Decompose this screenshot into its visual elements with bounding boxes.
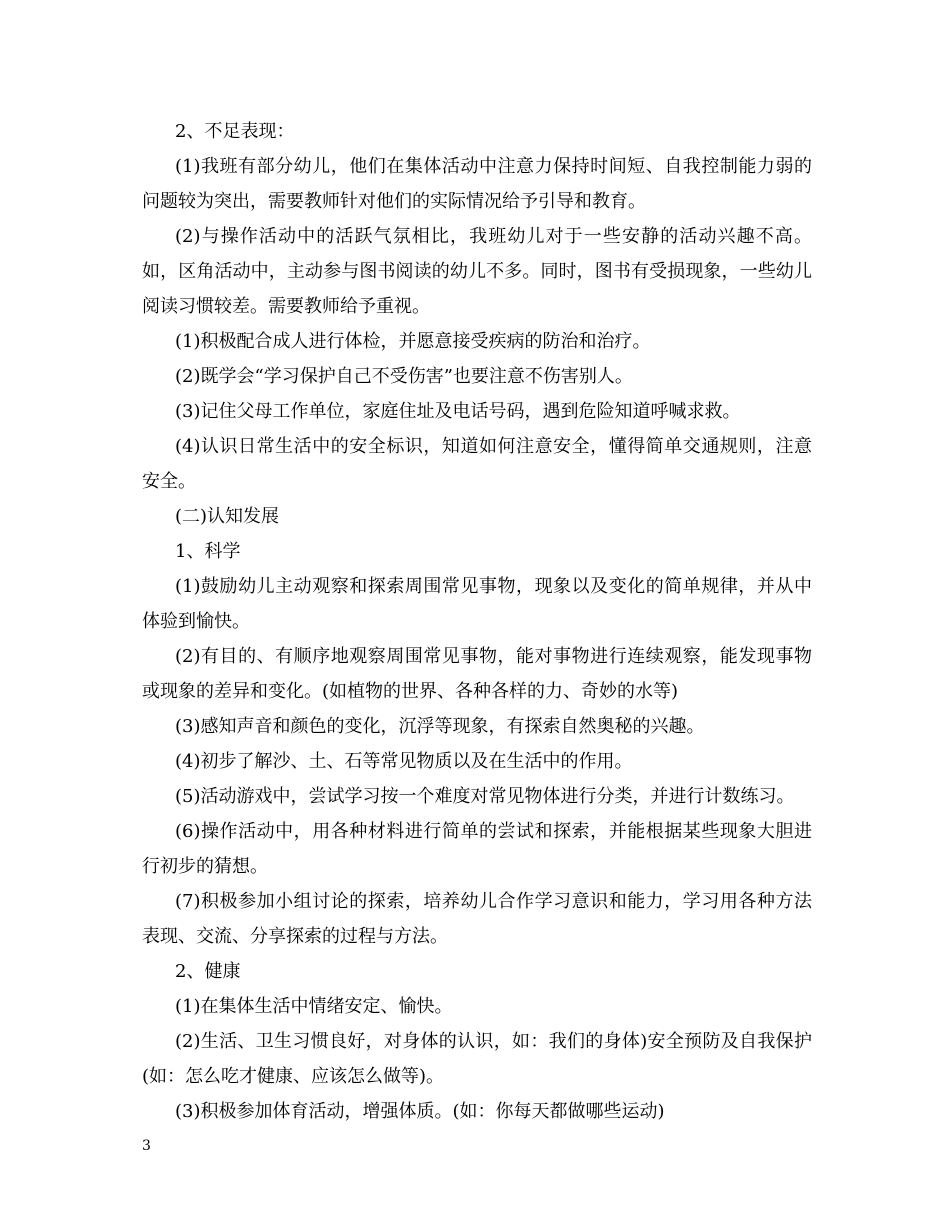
paragraph-item: (5)活动游戏中，尝试学习按一个难度对常见物体进行分类，并进行计数练习。 bbox=[175, 786, 795, 807]
paragraph-item: (1)积极配合成人进行体检，并愿意接受疾病的防治和治疗。 bbox=[175, 331, 651, 352]
paragraph-item: (2)既学会“学习保护自己不受伤害”也要注意不伤害别人。 bbox=[175, 366, 633, 387]
paragraph-item: (1)我班有部分幼儿，他们在集体活动中注意力保持时间短、自我控制能力弱的问题较为突出，需要教师针对他们的实际情况给予引导和教育。 bbox=[142, 156, 812, 212]
paragraph-item: (3)记住父母工作单位，家庭住址及电话号码，遇到危险知道呼喊求救。 bbox=[175, 401, 741, 422]
paragraph-item: (4)认识日常生活中的安全标识，知道如何注意安全，懂得简单交通规则，注意安全。 bbox=[142, 436, 812, 492]
paragraph-item: (4)初步了解沙、土、石等常见物质以及在生活中的作用。 bbox=[175, 751, 633, 772]
paragraph-item: (3)感知声音和颜色的变化，沉浮等现象，有探索自然奥秘的兴趣。 bbox=[175, 716, 705, 737]
paragraph-item: (2)与操作活动中的活跃气氛相比，我班幼儿对于一些安静的活动兴趣不高。如，区角活动中，主动参与图书阅读的幼儿不多。同时，图书有受损现象，一些幼儿阅读习惯较差。需要教师给予重视。 bbox=[142, 226, 812, 317]
page-number: 3 bbox=[142, 1138, 151, 1154]
subheading-health: 2、健康 bbox=[175, 961, 241, 982]
paragraph-item: (1)鼓励幼儿主动观察和探索周围常见事物，现象以及变化的简单规律，并从中体验到愉快。 bbox=[142, 576, 812, 632]
subheading-science: 1、科学 bbox=[175, 541, 241, 562]
paragraph-item: (7)积极参加小组讨论的探索，培养幼儿合作学习意识和能力，学习用各种方法表现、交流、分享探索的过程与方法。 bbox=[142, 891, 812, 947]
paragraph-item: (2)生活、卫生习惯良好，对身体的认识，如：我们的身体)安全预防及自我保护(如：怎么吃才健康、应该怎么做等)。 bbox=[142, 1031, 812, 1087]
heading-deficiencies: 2、不足表现： bbox=[175, 121, 295, 142]
paragraph-item: (6)操作活动中，用各种材料进行简单的尝试和探索，并能根据某些现象大胆进行初步的猜想。 bbox=[142, 821, 812, 877]
paragraph-item: (3)积极参加体育活动，增强体质。(如：你每天都做哪些运动) bbox=[175, 1101, 665, 1122]
section-heading-cognitive: (二)认知发展 bbox=[175, 506, 280, 527]
paragraph-item: (2)有目的、有顺序地观察周围常见事物，能对事物进行连续观察，能发现事物或现象的差异和变化。(如植物的世界、各种各样的力、奇妙的水等) bbox=[142, 646, 812, 702]
paragraph-item: (1)在集体生活中情绪安定、愉快。 bbox=[175, 996, 453, 1017]
document-body bbox=[142, 114, 812, 1129]
